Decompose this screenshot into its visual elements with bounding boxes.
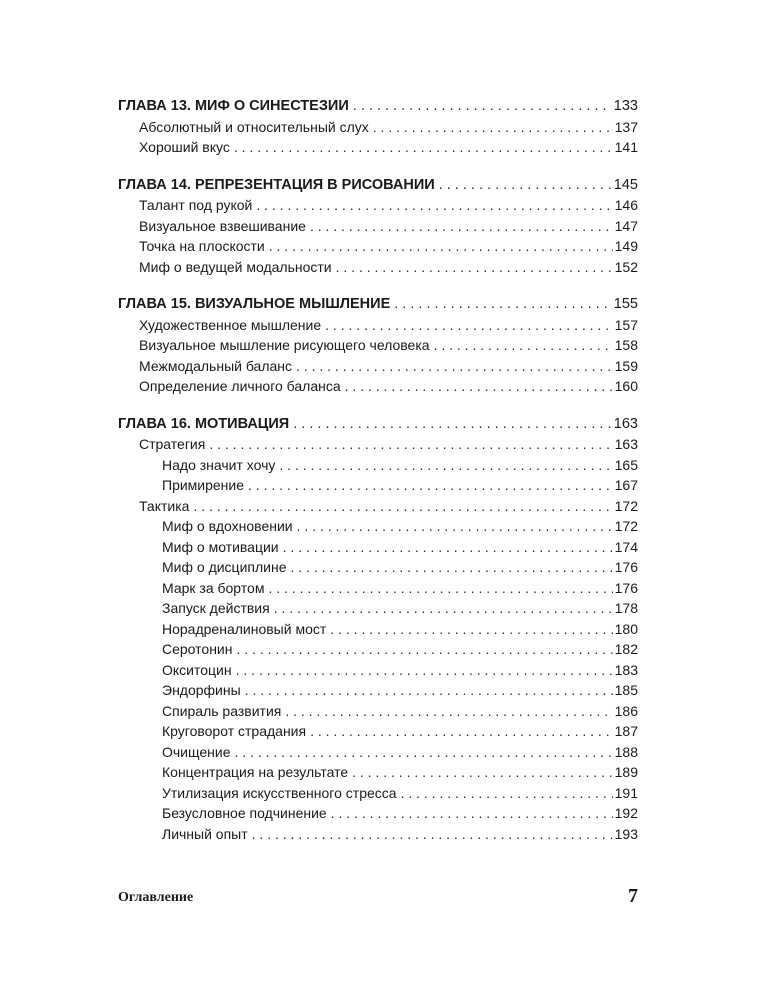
toc-dot-leader [283,537,613,558]
toc-entry-page: 176 [614,579,638,596]
toc-dot-leader [209,434,612,455]
toc-section-entry[interactable] [118,701,638,722]
toc-dot-leader [353,96,612,117]
toc-section-entry[interactable] [118,455,638,476]
toc-section-entry[interactable] [118,721,638,742]
toc-entry-page: 157 [614,316,638,333]
toc-section-entry[interactable] [118,117,638,138]
toc-dot-leader [252,824,613,845]
toc-section-entry[interactable] [118,315,638,336]
toc-entry-title: Талант под рукой [139,197,253,213]
toc-dot-leader [237,639,613,660]
toc-entry-page: 155 [613,296,638,312]
toc-dot-leader [330,619,612,640]
toc-entry-title: ГЛАВА 14. РЕПРЕЗЕНТАЦИЯ В РИСОВАНИИ [118,176,435,193]
toc-entry-title: Спираль развития [162,702,282,719]
toc-entry-page: 193 [614,825,638,842]
toc-entry-title: Очищение [162,743,231,760]
toc-dot-leader [401,783,613,804]
toc-entry-page: 160 [614,378,638,394]
toc-entry-page: 167 [614,477,638,493]
toc-entry-title: Серотонин [162,641,233,657]
toc-dot-leader [290,557,612,578]
toc-entry-title: Визуальное мышление рисующего человека [139,337,430,353]
toc-entry-title: Художественное мышление [139,316,322,333]
toc-entry-page: 185 [614,682,638,698]
toc-section-entry[interactable] [118,557,638,578]
toc-entry-page: 163 [614,436,638,452]
toc-section-entry[interactable] [118,216,638,237]
toc-section-entry[interactable] [118,434,638,455]
toc-section-entry[interactable] [118,824,638,845]
chapter-gap [118,277,638,294]
toc-entry-page: 172 [614,497,638,514]
toc-section-entry[interactable] [118,356,638,377]
toc-dot-leader [394,294,612,315]
toc-dot-leader [331,803,613,824]
toc-entry-page: 183 [614,661,638,678]
toc-dot-leader [336,257,613,278]
toc-section-entry[interactable] [118,475,638,496]
toc-entry-title: ГЛАВА 13. МИФ О СИНЕСТЕЗИИ [118,98,349,114]
toc-dot-leader [293,414,612,435]
toc-entry-title: Примирение [162,477,245,493]
toc-dot-leader [245,680,613,701]
chapter-gap [118,158,638,175]
toc-entry-title: Личный опыт [162,825,248,842]
toc-dot-leader [310,721,613,742]
toc-dot-leader [269,236,613,257]
toc-entry-title: Утилизация искусственного стресса [162,784,397,801]
toc-entry-page: 158 [614,337,638,353]
toc-dot-leader [279,455,612,476]
toc-section-entry[interactable] [118,496,638,517]
running-footer-title: Оглавление [118,890,194,905]
toc-entry-page: 163 [613,415,638,432]
toc-section-entry[interactable] [118,619,638,640]
toc-dot-leader [373,117,613,138]
toc-entry-page: 186 [614,702,638,719]
toc-dot-leader [274,598,613,619]
toc-section-entry[interactable] [118,803,638,824]
toc-chapter-entry[interactable] [118,414,638,435]
toc-entry-page: 159 [614,357,638,374]
toc-entry-title: Миф о ведущей модальности [139,258,332,275]
toc-entry-page: 149 [614,238,638,254]
toc-entry-page: 133 [613,98,638,114]
toc-entry-page: 178 [614,600,638,616]
toc-dot-leader [439,175,612,196]
toc-entry-page: 182 [614,641,638,657]
toc-entry-title: Окситоцин [162,661,232,678]
toc-dot-leader [310,216,613,237]
chapter-gap [118,397,638,414]
toc-entry-page: 188 [614,743,638,760]
toc-entry-page: 191 [614,784,638,801]
toc-entry-title: Миф о дисциплине [162,559,287,575]
toc-dot-leader [325,315,613,336]
toc-entry-title: Эндорфины [162,682,241,698]
toc-entry-page: 137 [614,118,638,135]
toc-entry-title: Марк за бортом [162,579,265,596]
toc-entry-title: Визуальное взвешивание [139,217,306,234]
toc-dot-leader [297,516,613,537]
toc-entry-page: 146 [614,197,638,213]
toc-section-entry[interactable] [118,742,638,763]
toc-entry-title: Миф о вдохновении [162,518,293,534]
toc-section-entry[interactable] [118,236,638,257]
toc-section-entry[interactable] [118,516,638,537]
table-of-contents [118,96,638,844]
toc-dot-leader [285,701,612,722]
toc-entry-page: 180 [614,620,638,637]
toc-entry-page: 147 [614,217,638,234]
toc-dot-leader [256,195,612,216]
toc-entry-title: Тактика [139,497,190,514]
toc-section-entry[interactable] [118,598,638,619]
toc-section-entry[interactable] [118,639,638,660]
toc-section-entry[interactable] [118,783,638,804]
toc-dot-leader [434,335,613,356]
toc-section-entry[interactable] [118,335,638,356]
toc-entry-title: Концентрация на результате [162,764,349,780]
page-number: 7 [628,885,638,907]
toc-entry-page: 187 [614,723,638,739]
toc-dot-leader [352,762,613,783]
toc-section-entry[interactable] [118,376,638,397]
toc-chapter-entry[interactable] [118,96,638,117]
toc-dot-leader [268,578,612,599]
toc-entry-title: Определение личного баланса [139,378,341,394]
toc-dot-leader [248,475,613,496]
toc-entry-title: Хороший вкус [139,139,230,155]
toc-entry-title: Норадреналиновый мост [162,620,327,637]
toc-entry-title: ГЛАВА 15. ВИЗУАЛЬНОЕ МЫШЛЕНИЕ [118,296,391,312]
toc-section-entry[interactable] [118,195,638,216]
toc-entry-page: 174 [614,538,638,555]
toc-entry-page: 189 [614,764,638,780]
toc-dot-leader [234,137,613,158]
toc-entry-page: 165 [614,456,638,473]
toc-section-entry[interactable] [118,680,638,701]
toc-section-entry[interactable] [118,578,638,599]
toc-entry-title: ГЛАВА 16. МОТИВАЦИЯ [118,415,290,432]
toc-entry-title: Безусловное подчинение [162,805,327,821]
toc-dot-leader [236,660,613,681]
toc-dot-leader [193,496,612,517]
toc-chapter-entry[interactable] [118,294,638,315]
toc-entry-title: Круговорот страдания [162,723,307,739]
toc-entry-page: 145 [613,176,638,193]
toc-section-entry[interactable] [118,660,638,681]
toc-chapter-entry[interactable] [118,175,638,196]
toc-entry-title: Миф о мотивации [162,538,279,555]
toc-entry-title: Межмодальный баланс [139,357,293,374]
toc-section-entry[interactable] [118,537,638,558]
toc-dot-leader [235,742,613,763]
toc-entry-page: 141 [614,139,638,155]
toc-entry-title: Точка на плоскости [139,238,265,254]
toc-entry-page: 172 [614,518,638,534]
toc-dot-leader [296,356,613,377]
toc-section-entry[interactable] [118,257,638,278]
toc-entry-title: Стратегия [139,436,206,452]
toc-entry-title: Абсолютный и относительный слух [139,118,369,135]
toc-entry-page: 192 [614,805,638,821]
toc-entry-title: Запуск действия [162,600,270,616]
toc-section-entry[interactable] [118,137,638,158]
toc-section-entry[interactable] [118,762,638,783]
toc-entry-page: 176 [614,559,638,575]
toc-entry-page: 152 [614,258,638,275]
toc-entry-title: Надо значит хочу [162,456,276,473]
toc-dot-leader [345,376,613,397]
